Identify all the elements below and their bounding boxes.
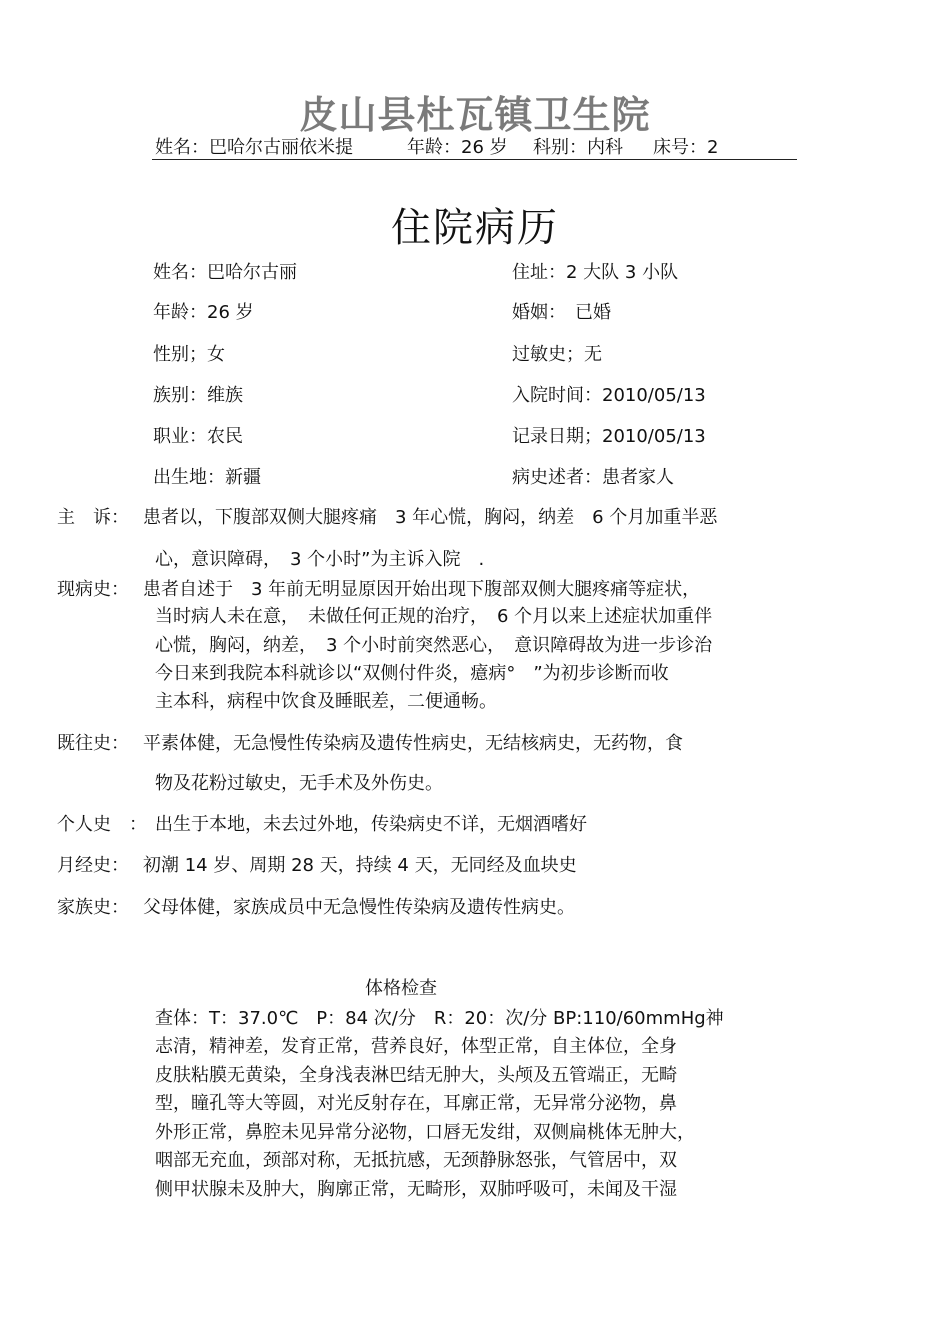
past-history-line: 物及花粉过敏史，无手术及外伤史。 xyxy=(155,773,443,794)
chief-complaint-line: 心，意识障碍， 3 个小时”为主诉入院 . xyxy=(155,549,485,570)
physical-exam-title: 体格检查 xyxy=(365,978,437,999)
record-date: 记录日期；2010/05/13 xyxy=(512,426,706,447)
physical-exam-line: 志清，精神差，发育正常，营养良好，体型正常，自主体位，全身 xyxy=(155,1036,677,1057)
physical-exam-line: 查体：T：37.0℃ P：84 次/分 R：20：次/分 BP:110/60mmHg神 xyxy=(155,1008,724,1029)
chief-complaint-label: 主 诉： xyxy=(57,507,129,528)
physical-exam-line: 咽部无充血，颈部对称，无抵抗感，无颈静脉怒张，气管居中，双 xyxy=(155,1150,677,1171)
patient-gender: 性别；女 xyxy=(153,344,225,365)
header-bed-number: 床号：2 xyxy=(653,137,719,158)
patient-occupation: 职业：农民 xyxy=(153,426,243,447)
present-illness-line: 患者自述于 3 年前无明显原因开始出现下腹部双侧大腿疼痛等症状， xyxy=(143,579,701,600)
patient-allergy: 过敏史；无 xyxy=(512,344,602,365)
document-title: 住院病历 xyxy=(391,205,559,251)
header-divider xyxy=(152,159,797,160)
menstrual-history-text: 初潮 14 岁、周期 28 天，持续 4 天，无同经及血块史 xyxy=(143,855,577,876)
chief-complaint-line: 患者以，下腹部双侧大腿疼痛 3 年心慌，胸闷，纳差 6 个月加重半恶 xyxy=(143,507,718,528)
header-patient-age: 年龄：26 岁 xyxy=(407,137,508,158)
past-history-line: 平素体健，无急慢性传染病及遗传性病史，无结核病史，无药物，食 xyxy=(143,733,683,754)
patient-address: 住址：2 大队 3 小队 xyxy=(512,262,679,283)
admission-date: 入院时间：2010/05/13 xyxy=(512,385,706,406)
present-illness-line: 当时病人未在意， 未做任何正规的治疗， 6 个月以来上述症状加重伴 xyxy=(155,606,713,627)
past-history-label: 既往史： xyxy=(57,733,129,754)
header-department: 科别：内科 xyxy=(533,137,623,158)
personal-history-text: 出生于本地，未去过外地，传染病史不详，无烟酒嗜好 xyxy=(155,814,587,835)
patient-birthplace: 出生地：新疆 xyxy=(153,467,261,488)
present-illness-line: 心慌，胸闷，纳差， 3 个小时前突然恶心， 意识障碍故为进一步诊治 xyxy=(155,635,713,656)
family-history-text: 父母体健，家族成员中无急慢性传染病及遗传性病史。 xyxy=(143,897,575,918)
physical-exam-line: 外形正常，鼻腔未见异常分泌物，口唇无发绀，双侧扁桃体无肿大， xyxy=(155,1122,695,1143)
patient-age: 年龄：26 岁 xyxy=(153,302,254,323)
personal-history-label: 个人史 ： xyxy=(57,814,147,835)
present-illness-line: 今日来到我院本科就诊以“双侧付件炎，癔病° ”为初步诊断而收 xyxy=(155,663,669,684)
family-history-label: 家族史： xyxy=(57,897,129,918)
patient-marriage: 婚姻： 已婚 xyxy=(512,302,611,323)
present-illness-label: 现病史： xyxy=(57,579,129,600)
menstrual-history-label: 月经史： xyxy=(57,855,129,876)
physical-exam-line: 侧甲状腺未及肿大，胸廓正常，无畸形，双肺呼吸可，未闻及干湿 xyxy=(155,1179,677,1200)
present-illness-line: 主本科，病程中饮食及睡眠差，二便通畅。 xyxy=(155,691,497,712)
patient-ethnicity: 族别：维族 xyxy=(153,385,243,406)
physical-exam-line: 型，瞳孔等大等圆，对光反射存在，耳廓正常，无异常分泌物，鼻 xyxy=(155,1093,677,1114)
patient-name: 姓名：巴哈尔古丽 xyxy=(153,262,297,283)
header-patient-name: 姓名：巴哈尔古丽依米提 xyxy=(155,137,353,158)
physical-exam-line: 皮肤粘膜无黄染，全身浅表淋巴结无肿大，头颅及五管端正，无畸 xyxy=(155,1065,677,1086)
history-narrator: 病史述者：患者家人 xyxy=(512,467,674,488)
hospital-name: 皮山县杜瓦镇卫生院 xyxy=(299,93,651,137)
